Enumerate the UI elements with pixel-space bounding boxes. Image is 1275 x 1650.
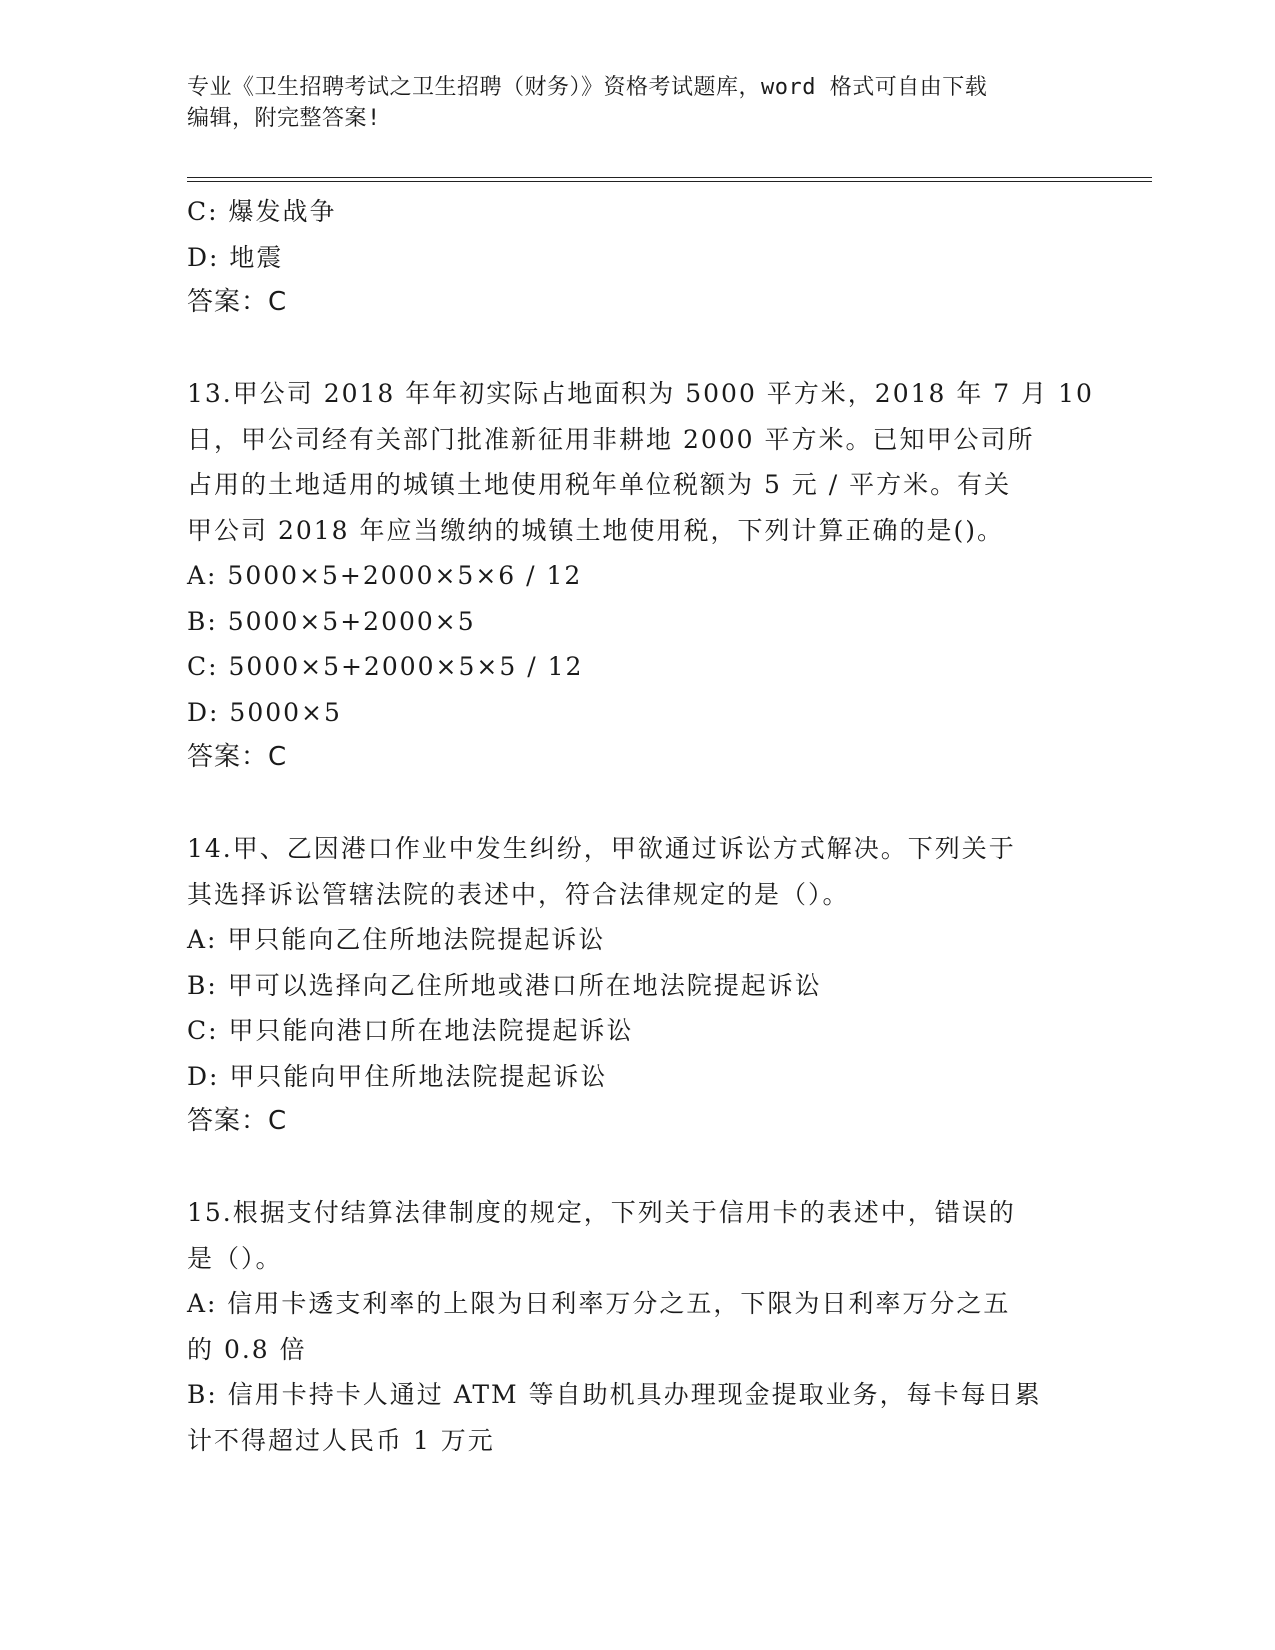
header-divider <box>187 177 1152 182</box>
option-a: A: 5000×5+2000×5×6 / 12 <box>187 561 583 590</box>
answer-line: 答案：C <box>187 742 288 772</box>
option-d: D: 5000×5 <box>187 697 342 727</box>
option-d: D: 甲只能向甲住所地法院提起诉讼 <box>187 1061 608 1091</box>
question-stem-line: 甲公司 2018 年应当缴纳的城镇土地使用税，下列计算正确的是()。 <box>187 515 1005 545</box>
spacer <box>187 781 1077 827</box>
option-d: D: 地震 <box>187 242 284 272</box>
question-13 <box>187 371 1094 781</box>
question-content <box>187 189 1094 1463</box>
option-c: C: 5000×5+2000×5×5 / 12 <box>187 652 584 681</box>
question-15 <box>187 1190 1077 1463</box>
question-12-tail <box>187 189 1077 326</box>
question-stem-line: 是（）。 <box>187 1243 283 1273</box>
answer-line: 答案：C <box>187 287 288 317</box>
option-a-line: A: 信用卡透支利率的上限为日利率万分之五，下限为日利率万分之五 <box>187 1289 1011 1318</box>
answer-line: 答案：C <box>187 1106 288 1136</box>
option-b: B: 甲可以选择向乙住所地或港口所在地法院提起诉讼 <box>187 970 822 1000</box>
option-a: A: 甲只能向乙住所地法院提起诉讼 <box>187 925 606 954</box>
question-stem-line: 其选择诉讼管辖法院的表述中，符合法律规定的是（）。 <box>187 879 850 909</box>
question-stem-line: 13.甲公司 2018 年年初实际占地面积为 5000 平方米，2018 年 7 月 10 <box>187 379 1094 408</box>
header-line-1: 专业《卫生招聘考试之卫生招聘（财务）》资格考试题库，word 格式可自由下载 <box>187 75 988 100</box>
question-stem-line: 日，甲公司经有关部门批准新征用非耕地 2000 平方米。已知甲公司所 <box>187 424 1035 454</box>
page-header <box>187 72 1067 134</box>
question-14 <box>187 826 1077 1145</box>
option-b: B: 5000×5+2000×5 <box>187 606 476 636</box>
header-line-2: 编辑，附完整答案! <box>187 106 381 131</box>
option-b-line: B: 信用卡持卡人通过 ATM 等自助机具办理现金提取业务，每卡每日累 <box>187 1380 1042 1409</box>
spacer <box>187 326 1077 372</box>
question-stem-line: 15.根据支付结算法律制度的规定，下列关于信用卡的表述中，错误的 <box>187 1198 1016 1227</box>
option-c: C: 爆发战争 <box>187 197 337 226</box>
option-c: C: 甲只能向港口所在地法院提起诉讼 <box>187 1016 634 1045</box>
question-stem-line: 14.甲、乙因港口作业中发生纠纷，甲欲通过诉讼方式解决。下列关于 <box>187 834 1016 863</box>
option-a-line: 的 0.8 倍 <box>187 1334 307 1364</box>
question-stem-line: 占用的土地适用的城镇土地使用税年单位税额为 5 元 / 平方米。有关 <box>187 470 1012 499</box>
spacer <box>187 1145 1077 1191</box>
option-b-line: 计不得超过人民币 1 万元 <box>187 1425 495 1455</box>
